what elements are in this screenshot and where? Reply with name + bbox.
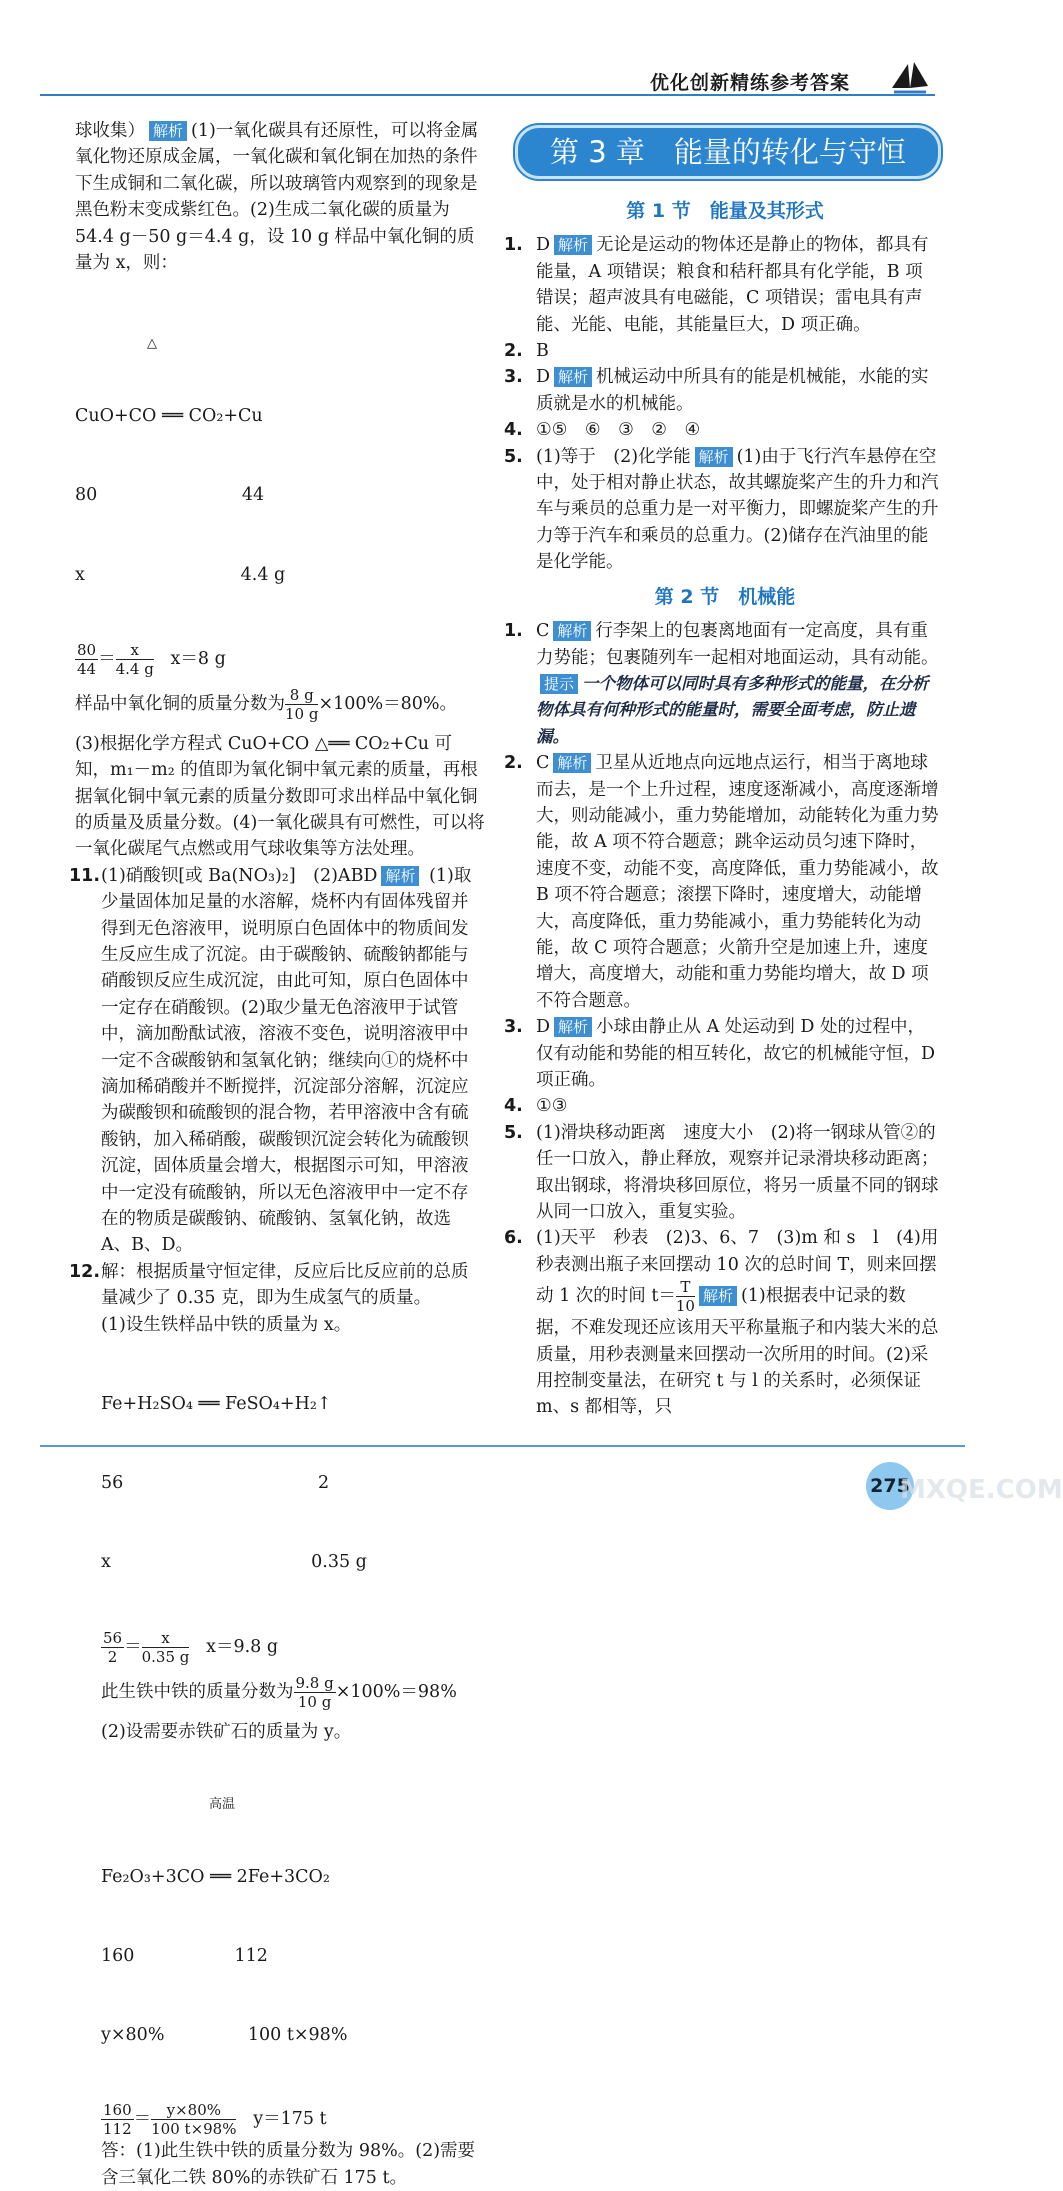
s1-question-1: 1. D 解析 无论是运动的物体还是静止的物体，都具有能量，A 项错误；粮食和秸秆都具有化学能，B 项错误；超声波具有电磁能，C 项错误；雷电具有声能、光能、电能，其能量巨大，D 项正确。 xyxy=(504,235,929,335)
chapter-title: 第 3 章 能量的转化与守恒 xyxy=(515,125,941,179)
s2-question-1: 1. C 解析 行李架上的包裹离地面有一定高度，具有重力势能；包裹随列车一起相对地面运动，具有动能。提示 一个物体可以同时具有多种形式的能量，在分析物体具有何种形式的能量时，需要全面考虑，防止遗漏。 xyxy=(504,621,939,746)
page-number: 275 xyxy=(866,1462,914,1510)
header-title: 优化创新精练参考答案 xyxy=(650,72,851,94)
s1-question-3: 3. D 解析 机械运动中所具有的能是机械能，水能的实质就是水的机械能。 xyxy=(504,367,929,414)
right-column xyxy=(504,198,940,1421)
equation-fe2o3-co: 高温 Fe₂O₃+3CO ══ 2Fe+3CO₂ 160 112 y×80% 100 t×98% xyxy=(101,1796,348,2045)
s1-question-4: 4. ①⑤ ⑥ ③ ② ④ xyxy=(504,420,701,441)
s2-question-3: 3. D 解析 小球由静止从 A 处运动到 D 处的过程中，仅有动能和势能的相互转化，故它的机械能守恒，D 项正确。 xyxy=(504,1017,936,1090)
question-12: 12. 解：根据质量守恒定律，反应后比反应前的总质量减少了 0.35 克，即为生成氢气的质量。 (1)设生铁样品中铁的质量为 x。 Fe+H₂SO₄ ══ FeSO₄+H₂↑ 56 2 x 0.35 g $\frac{56}{2}$ ＝ $\frac{x}{0.35 g}$ x＝9.8 g 此生铁中铁的质量分数为 $\frac{9.8 g}{10 g}$ ×100%＝98% (2)设需要赤铁矿石的质量为 y。 高温 Fe₂O₃+3CO ══ 2Fe+3CO₂ 160 112 y×80% 100 t×98% $\frac{160}{112}$ ＝ $\frac{y\times 80\%}{100 t\times 98\%}$ y＝175 t 答：(1)此生铁中铁的质量分数为 98%。(2)需要含三氧化二铁 80%的赤铁矿石 175 t。 xyxy=(75,1259,485,2191)
s2-question-2: 2. C 解析 卫星从近地点向远地点运行，相当于离地球而去，是一个上升过程，速度逐渐减小，高度逐渐增大，则动能减小，重力势能增加，动能转化为重力势能，故 A 项不符合题意；跳伞运动员匀速下降时，速度不变，动能不变，高度降低，重力势能减小，故 B 项不符合题意；滚摆下降时，速度增大，动能增大，高度降低，重力势能减小，重力势能转化为动能，故 C 项符合题意；火箭升空是加速上升，速度增大，高度增大，动能和重力势能均增大，故 D 项不符合题意。 xyxy=(504,753,939,1011)
s2-question-6: 6. (1)天平 秒表 (2)3、6、7 (3)m 和 s l (4)用秒表测出瓶子来回摆动 10 次的总时间 T，则来回摆动 1 次的时间 t＝ $\frac{T}{10}$ 解析 (1)根据表中记录的数据，不难发现还应该用天平称量瓶子和内装大米的总质量，用秒表测量来回摆动一次所用的时间。(2)采用控制变量法，在研究 t 与 l 的关系时，必须保证 m、s 都相等，只 xyxy=(504,1228,939,1418)
s2-question-5: 5. (1)滑块移动距离 速度大小 (2)将一钢球从管②的任一口放入，静止释放，观察并记录滑块移动距离；取出钢球，将滑块移回原位，将另一质量不同的钢球从同一口放入，重复实验。 xyxy=(504,1122,939,1223)
percent-line-1: 样品中氧化铜的质量分数为 $\frac{8 g}{10 g}$ ×100%＝80%。 xyxy=(75,685,458,723)
analysis-tag: 解析 xyxy=(149,121,187,141)
s2-question-4: 4. ①③ xyxy=(504,1096,568,1117)
s1-question-2: 2. B xyxy=(504,341,549,362)
header-rule xyxy=(40,94,935,96)
equation-cuo-co: △ CuO+CO ══ CO₂+Cu 80 44 x 4.4 g xyxy=(75,336,286,585)
question-11: 11. (1)硝酸钡[或 Ba(NO₃)₂] (2)ABD 解析 (1)取少量固体加足量的水溶解，烧杯内有固体残留并得到无色溶液甲，说明原白色固体中的物质间发生反应生成了沉淀。由于碳酸钠、硫酸钠都能与硝酸钡反应生成沉淀，由此可知，原白色固体中一定存在硝酸钡。(2)取少量无色溶液甲于试管中，滴加酚酞试液，溶液不变色，说明溶液甲中一定不含碳酸钠和氢氧化钠；继续向①的烧杯中滴加稀硝酸并不断搅拌，沉淀部分溶解，沉淀应为碳酸钡和硫酸钡的混合物，若甲溶液中含有硫酸钠，加入稀硝酸，碳酸钡沉淀会转化为硫酸钡沉淀，固体质量会增大，根据图示可知，甲溶液中一定没有硫酸钠，所以无色溶液甲中一定不存在的物质是碳酸钠、硫酸钠、氢氧化钠，故选 A、B、D。 xyxy=(69,865,472,1256)
footer-rule xyxy=(40,1445,965,1447)
left-column xyxy=(69,118,485,2191)
section-1-title: 第 1 节 能量及其形式 xyxy=(626,200,824,222)
q10-part3: (3)根据化学方程式 CuO+CO △══ CO₂+Cu 可知，m₁－m₂ 的值即为氧化铜中氧元素的质量，再根据氧化铜中氧元素的质量分数即可求出样品中氧化铜的质量及质量分数。(4)一氧化碳具有可燃性，可以将一氧化碳尾气点燃或用气球收集等方法处理。 xyxy=(75,733,485,860)
ratio-line-1: $\frac{80}{44}$ ＝ $\frac{x}{4.4 g}$ x＝8 g xyxy=(77,640,226,678)
section-2-title: 第 2 节 机械能 xyxy=(654,585,796,608)
s1-question-5: 5. (1)等于 (2)化学能 解析 (1)由于飞行汽车悬停在空中，处于相对静止状态，故其螺旋桨产生的升力和汽车与乘员的总重力是一对平衡力，即螺旋桨产生的升力等于汽车和乘员的总重力。(2)储存在汽油里的能是化学能。 xyxy=(504,446,939,573)
watermark: MXQE.COM xyxy=(900,1475,1063,1505)
book-logo-icon xyxy=(888,58,930,96)
hint-tag: 提示 xyxy=(540,674,578,694)
equation-fe-h2so4: Fe+H₂SO₄ ══ FeSO₄+H₂↑ 56 2 x 0.35 g xyxy=(101,1393,367,1573)
q10-continued: 球收集） 解析 (1)一氧化碳具有还原性，可以将金属氧化物还原成金属，一氧化碳和氧化铜在加热的条件下生成铜和二氧化碳，所以玻璃管内观察到的现象是黑色粉末变成紫红色。(2)生成二氧化碳的质量为 54.4 g－50 g＝4.4 g，设 10 g 样品中氧化铜的质量为 x，则： xyxy=(75,121,479,274)
